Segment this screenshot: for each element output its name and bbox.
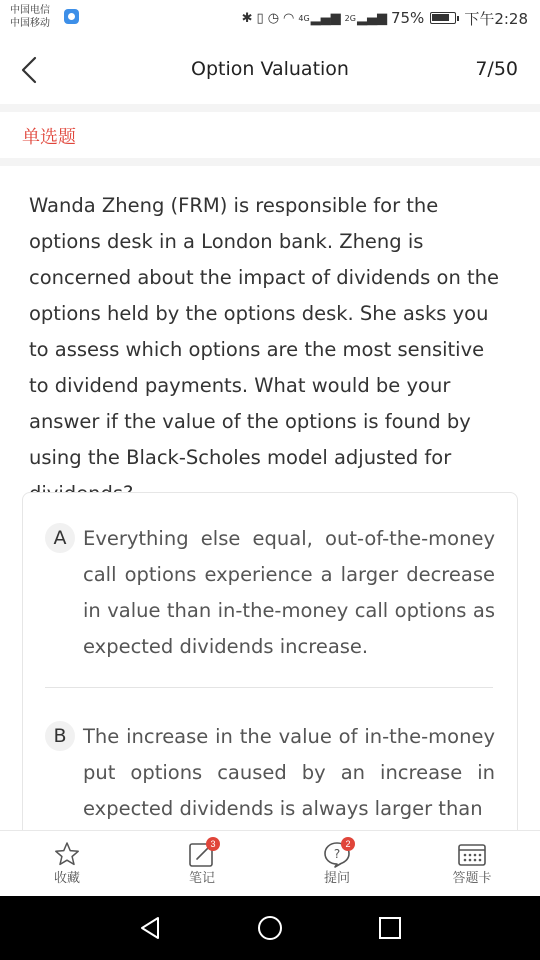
- wifi-icon: ◠: [283, 10, 295, 26]
- notes-button[interactable]: [162, 839, 242, 887]
- answer-card-button[interactable]: [432, 839, 512, 887]
- answer-card-icon: [456, 839, 488, 869]
- question-type-bar: [0, 112, 540, 158]
- option-a-text: Everything else equal, out-of-the-money call options experience a larger decrease in value than in-the-money call options as expected dividends increase.: [83, 527, 495, 658]
- star-icon: [51, 839, 83, 869]
- answer-card-label: 答题卡: [452, 871, 492, 886]
- carrier-2: 中国移动: [10, 18, 50, 29]
- options-card: [22, 492, 518, 830]
- page-title: Option Valuation: [191, 58, 349, 80]
- edit-note-icon: [186, 839, 218, 869]
- collect-button[interactable]: [27, 839, 107, 887]
- bottom-toolbar: [0, 830, 540, 896]
- square-recents-icon: [374, 912, 406, 944]
- notes-badge: 3: [206, 837, 220, 851]
- alarm-icon: ◷: [267, 10, 280, 26]
- system-nav-bar: [0, 896, 540, 960]
- ask-button[interactable]: [297, 839, 377, 887]
- question-text: Wanda Zheng (FRM) is responsible for the options desk in a London bank. Zheng is concerned about the impact of dividends on the options held by the options desk. She asks you to assess which options are the most sensitive to dividend payments. What would be your answer if the value of the options is found by using the Black-Scholes model adjusted for: [29, 194, 500, 469]
- page-indicator: 7/50: [475, 58, 518, 80]
- system-home-button[interactable]: [254, 912, 286, 944]
- circle-home-icon: [254, 912, 286, 944]
- bluetooth-icon: ✱: [241, 10, 253, 26]
- question-bubble-icon: [321, 839, 353, 869]
- ask-badge: 2: [341, 837, 355, 851]
- clock: 下午2:28: [464, 9, 528, 28]
- question-content[interactable]: [0, 166, 540, 830]
- notes-label: 笔记: [188, 871, 215, 886]
- carrier-info: [10, 4, 50, 30]
- option-a-letter: A: [45, 523, 75, 553]
- signal-1-icon: 4G ▂▄▆: [298, 10, 341, 26]
- status-icons: [238, 7, 528, 29]
- app-notification-icon: [64, 9, 79, 24]
- carrier-1: 中国电信: [10, 5, 50, 16]
- signal-2-icon: 2G ▂▄▆: [344, 10, 387, 26]
- system-recents-button[interactable]: [374, 912, 406, 944]
- ask-label: 提问: [323, 871, 350, 886]
- svg-text:?: ?: [333, 847, 341, 861]
- system-back-button[interactable]: [134, 912, 166, 944]
- collect-label: 收藏: [53, 871, 80, 886]
- option-divider: [45, 687, 493, 688]
- option-b-letter: B: [45, 721, 75, 751]
- triangle-back-icon: [134, 912, 166, 944]
- option-b-text: The increase in the value of in-the-money put options caused by an increase in expected dividends is always larger than: [83, 725, 495, 820]
- status-bar: [0, 0, 540, 36]
- nav-bar: [0, 36, 540, 104]
- question-type-label: 单选题: [22, 127, 76, 148]
- vibrate-icon: ▯: [256, 10, 264, 26]
- battery-icon: [430, 12, 456, 24]
- battery-percent: 75%: [390, 9, 425, 27]
